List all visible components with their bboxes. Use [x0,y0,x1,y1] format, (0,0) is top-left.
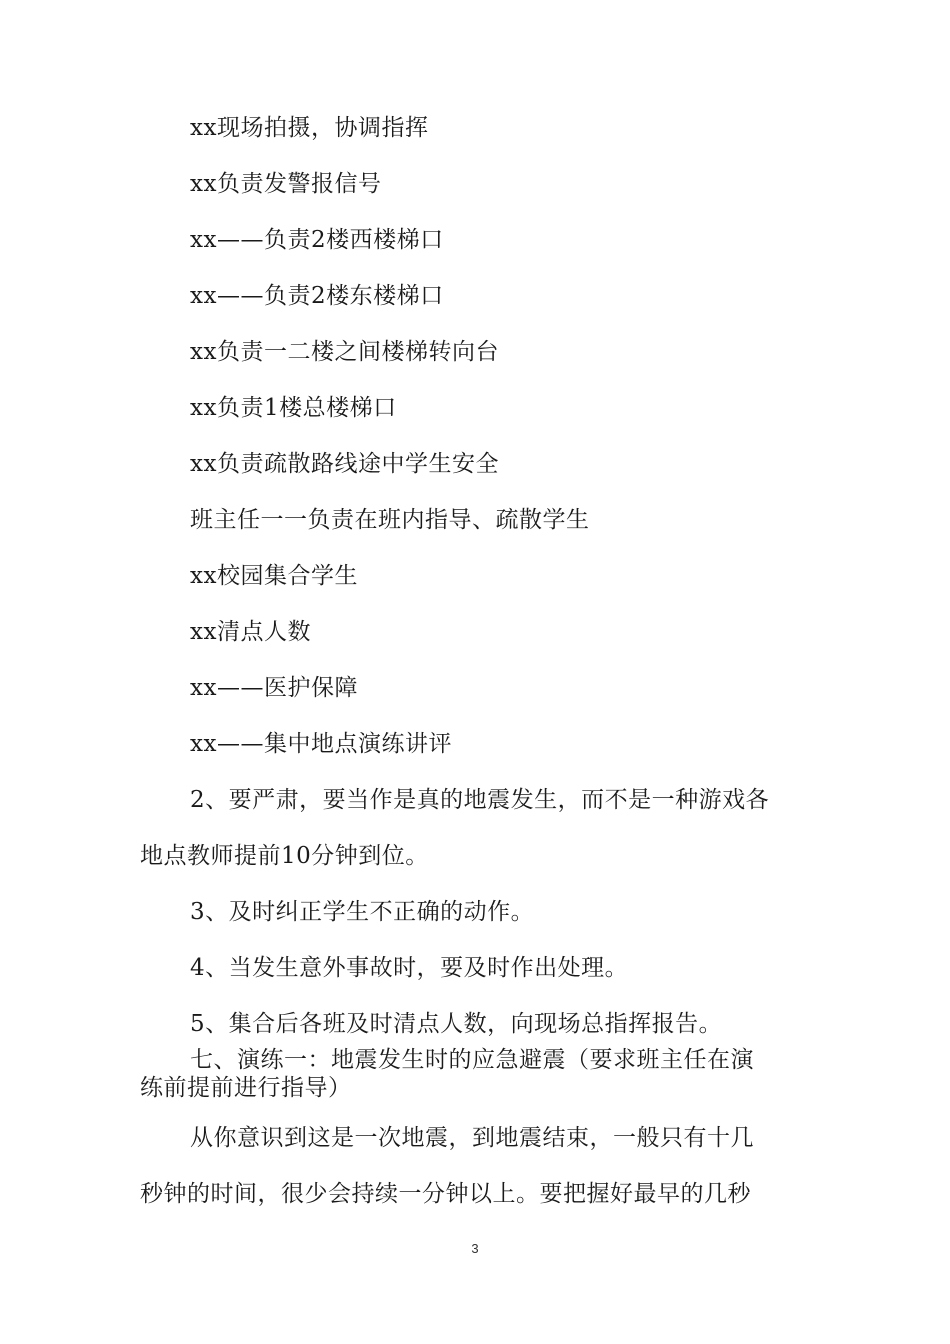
text-line: xx现场拍摄，协调指挥 [190,115,429,141]
text-line: xx负责发警报信号 [190,171,382,197]
text-line: xx校园集合学生 [190,563,358,589]
text-line: xx负责疏散路线途中学生安全 [190,451,499,477]
paragraph-line: 秒钟的时间，很少会持续一分钟以上。要把握好最早的几秒 [140,1181,751,1207]
text-line: 班主任一一负责在班内指导、疏散学生 [190,507,590,533]
paragraph-line: 2、要严肃，要当作是真的地震发生，而不是一种游戏各 [190,787,770,813]
section-heading-line: 练前提前进行指导） [140,1075,352,1101]
section-heading-line: 七、演练一：地震发生时的应急避震（要求班主任在演 [190,1047,754,1073]
paragraph-line: 5、集合后各班及时清点人数，向现场总指挥报告。 [190,1011,723,1037]
text-line: xx负责一二楼之间楼梯转向台 [190,339,499,365]
text-line: xx清点人数 [190,619,311,645]
text-line: xx——集中地点演练讲评 [190,731,452,757]
paragraph-line: 从你意识到这是一次地震，到地震结束，一般只有十几 [190,1125,754,1151]
text-line: xx——医护保障 [190,675,358,701]
text-line: xx——负责2楼东楼梯口 [190,283,444,309]
text-line: xx——负责2楼西楼梯口 [190,227,444,253]
text-line: xx负责1楼总楼梯口 [190,395,397,421]
paragraph-line: 3、及时纠正学生不正确的动作。 [190,899,535,925]
paragraph-line: 4、当发生意外事故时，要及时作出处理。 [190,955,629,981]
paragraph-line: 地点教师提前10分钟到位。 [140,843,429,869]
page-number: 3 [471,1241,479,1256]
